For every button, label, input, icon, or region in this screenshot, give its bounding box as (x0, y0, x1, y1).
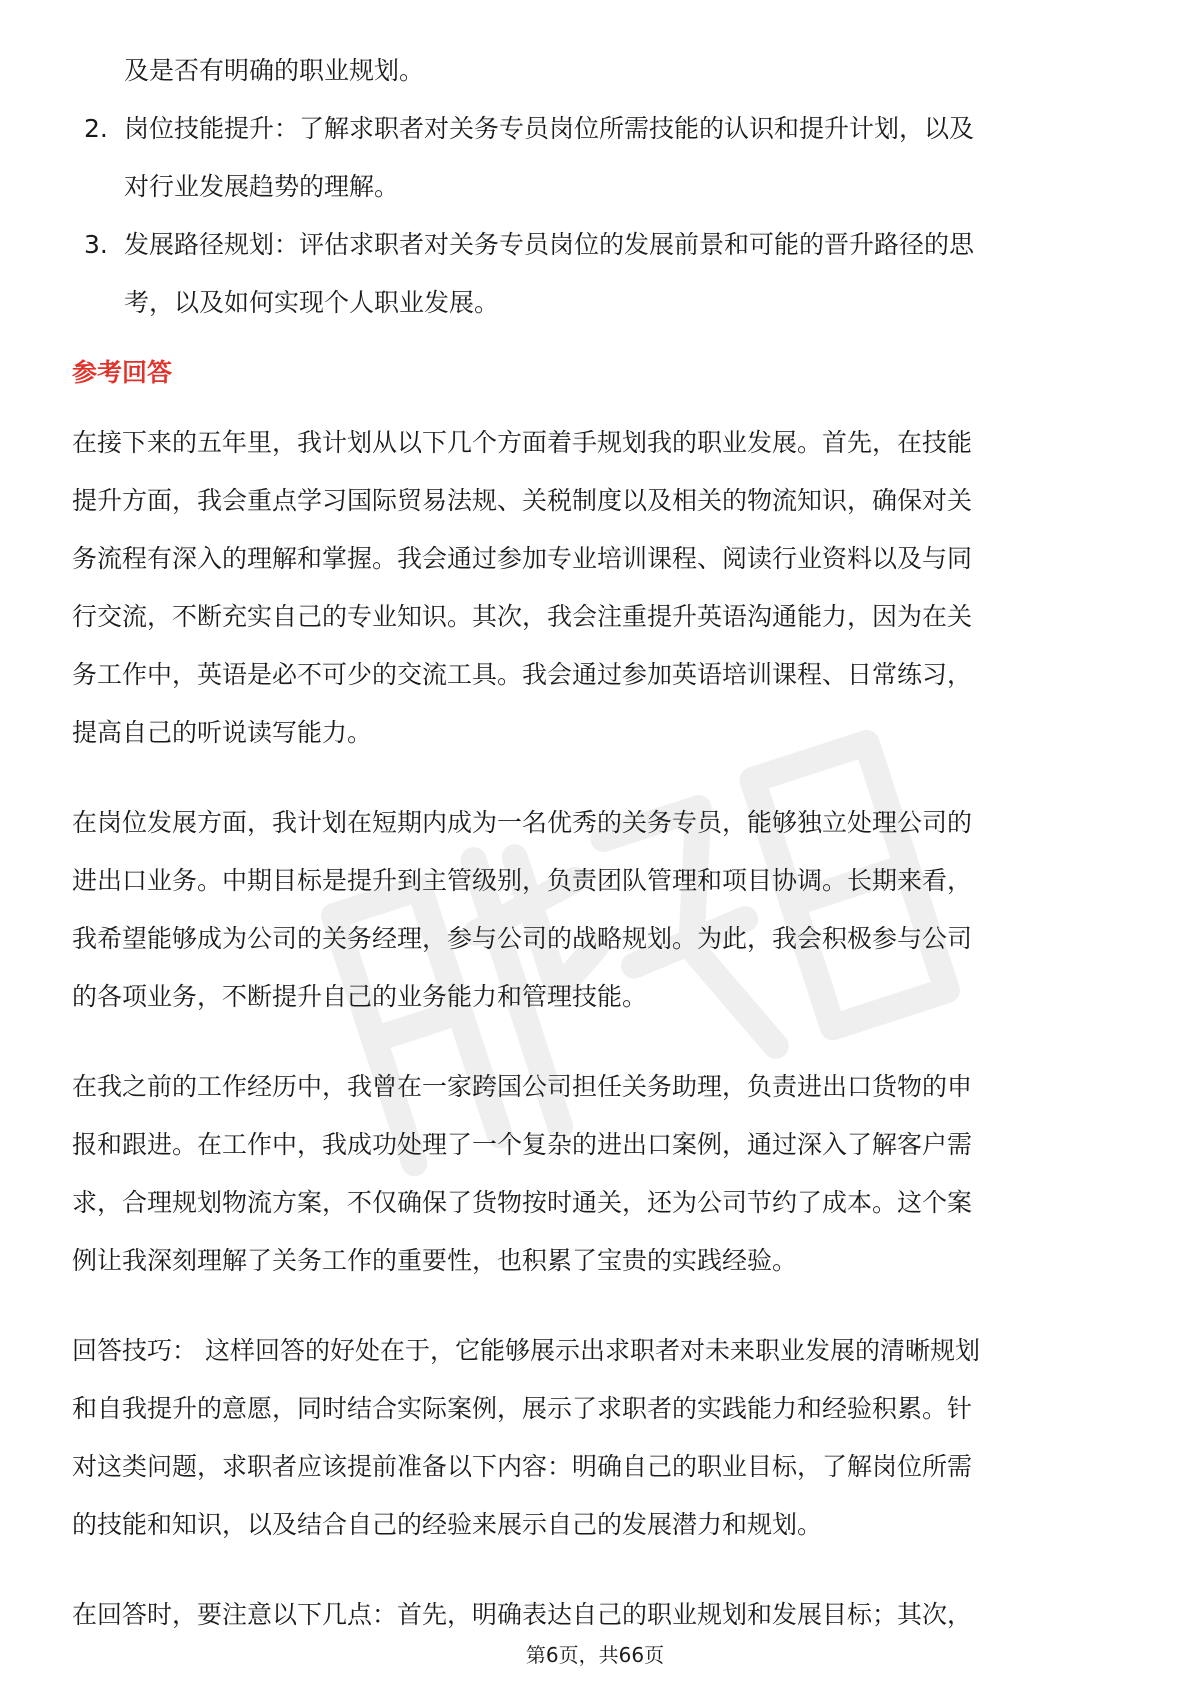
paragraph-line: 求，合理规划物流方案，不仅确保了货物按时通关，还为公司节约了成本。这个案 (72, 1188, 973, 1217)
paragraph (72, 794, 1122, 1026)
paragraph-line: 在接下来的五年里，我计划从以下几个方面着手规划我的职业发展。首先，在技能 (72, 428, 973, 457)
paragraph-line: 对这类问题，求职者应该提前准备以下内容：明确自己的职业目标，了解岗位所需 (72, 1452, 973, 1481)
paragraph (72, 414, 1122, 762)
paragraph-line: 的技能和知识，以及结合自己的经验来展示自己的发展潜力和规划。 (72, 1510, 823, 1539)
paragraph-line: 进出口业务。中期目标是提升到主管级别，负责团队管理和项目协调。长期来看， (72, 866, 973, 895)
paragraph-line: 回答技巧： 这样回答的好处在于，它能够展示出求职者对未来职业发展的清晰规划 (72, 1336, 980, 1365)
paragraph-line: 行交流，不断充实自己的专业知识。其次，我会注重提升英语沟通能力，因为在关 (72, 602, 973, 631)
paragraph-line: 提高自己的听说读写能力。 (72, 718, 373, 747)
paragraph-line: 在我之前的工作经历中，我曾在一家跨国公司担任关务助理，负责进出口货物的申 (72, 1072, 973, 1101)
paragraph (72, 1058, 1122, 1290)
paragraph-line: 务工作中，英语是必不可少的交流工具。我会通过参加英语培训课程、日常练习， (72, 660, 973, 689)
list-item (72, 100, 1122, 216)
page-content (72, 42, 1122, 1644)
list-item (72, 216, 1122, 332)
paragraph-line: 提升方面，我会重点学习国际贸易法规、关税制度以及相关的物流知识，确保对关 (72, 486, 973, 515)
paragraph-line: 例让我深刻理解了关务工作的重要性，也积累了宝贵的实践经验。 (72, 1246, 798, 1275)
list-line: 考，以及如何实现个人职业发展。 (124, 288, 500, 317)
paragraph-line: 在岗位发展方面，我计划在短期内成为一名优秀的关务专员，能够独立处理公司的 (72, 808, 973, 837)
list-item-continuation: 及是否有明确的职业规划。 (124, 56, 425, 85)
paragraph-tips (72, 1322, 1122, 1554)
paragraph-line: 和自我提升的意愿，同时结合实际案例，展示了求职者的实践能力和经验积累。针 (72, 1394, 973, 1423)
list-number: 2. (84, 114, 108, 143)
paragraph (72, 1586, 1122, 1644)
paragraph-line: 报和跟进。在工作中，我成功处理了一个复杂的进出口案例，通过深入了解客户需 (72, 1130, 973, 1159)
paragraph-line: 在回答时，要注意以下几点：首先，明确表达自己的职业规划和发展目标；其次， (72, 1600, 973, 1629)
paragraph-line: 的各项业务，不断提升自己的业务能力和管理技能。 (72, 982, 648, 1011)
section-heading: 参考回答 (72, 358, 173, 387)
list-line: 对行业发展趋势的理解。 (124, 172, 400, 201)
list-number: 3. (84, 230, 108, 259)
paragraph-line: 我希望能够成为公司的关务经理，参与公司的战略规划。为此，我会积极参与公司 (72, 924, 973, 953)
list-line: 岗位技能提升：了解求职者对关务专员岗位所需技能的认识和提升计划，以及 (124, 114, 975, 143)
paragraph-line: 务流程有深入的理解和掌握。我会通过参加专业培训课程、阅读行业资料以及与同 (72, 544, 973, 573)
list-line: 发展路径规划：评估求职者对关务专员岗位的发展前景和可能的晋升路径的思 (124, 230, 975, 259)
page-number-footer: 第6页，共66页 (525, 1643, 665, 1667)
